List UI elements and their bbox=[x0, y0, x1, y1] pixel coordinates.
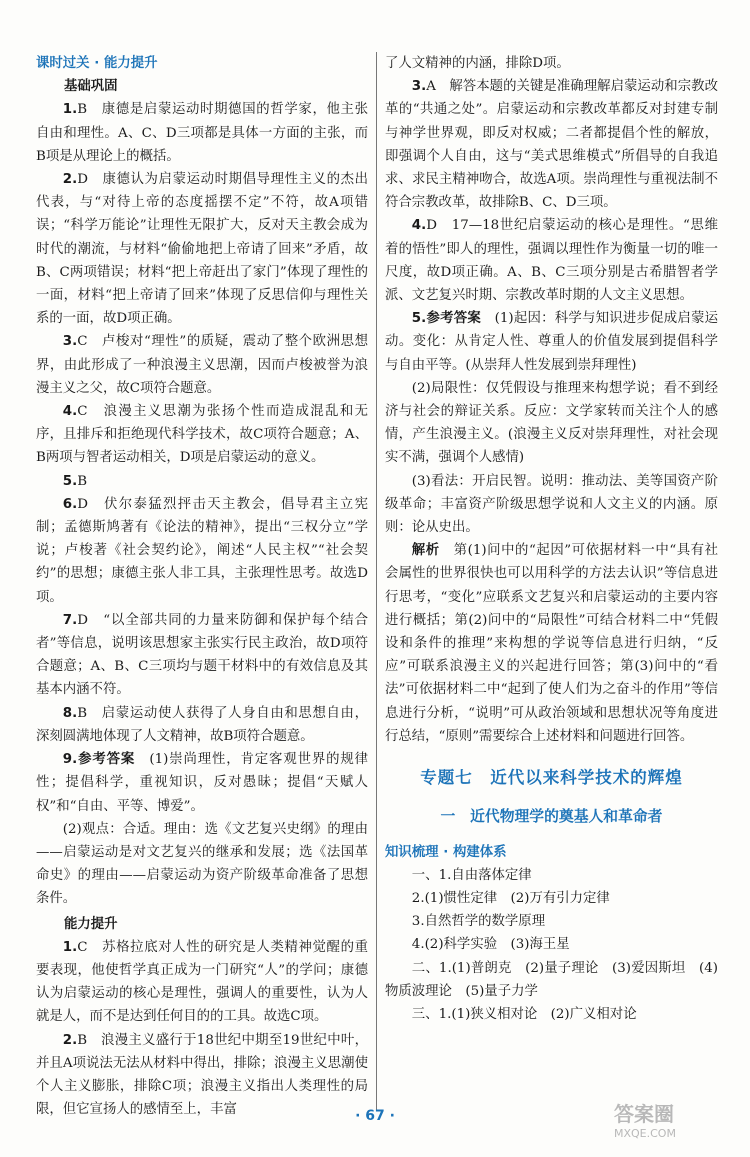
q-number: 9. bbox=[62, 752, 78, 768]
answer-text: C 苏格拉底对人性的研究是人类精神觉醒的重要表现，他使哲学真正成为一门研究“人”的学问；康德认为启蒙运动的核心是理性，强调人的重要性，认为人就是人，而不是达到任何目的的工具。故选C项。 bbox=[36, 939, 368, 1025]
answer-a4 bbox=[385, 214, 718, 307]
analysis-text: 第(1)问中的“起因”可依据材料一中“具有社会属性的世界很快也可以用科学的方法去认识”等信息进行思考，“变化”应联系文艺复兴和启蒙运动的主要内容进行概括；第(2)问中的“局限性”可结合材料二中“凭假设和条件的推理”来构想的学说等信息进行归纳，“反应”可联系浪漫主义的兴起进行回答；第(3)问中的“看法”可依据材料二中“起到了使人们为之奋斗的作用”等信息进行分析，“说明”可从政治领域和思想状况等角度进行总结，“原则”需要综合上述材料和问题进行回答。 bbox=[385, 543, 719, 744]
q-number: 2. bbox=[62, 1032, 78, 1048]
answer-a1 bbox=[36, 936, 368, 1029]
watermark-cn: 答案圈 bbox=[614, 1102, 674, 1126]
analysis-label: 解析 bbox=[411, 542, 440, 559]
page-number: · 67 · bbox=[355, 1108, 395, 1124]
answer-q2 bbox=[36, 168, 368, 330]
watermark-en: MXQE.COM bbox=[614, 1127, 676, 1140]
left-column bbox=[36, 52, 368, 1121]
knowledge-item: 3.自然哲学的数学原理 bbox=[411, 914, 546, 930]
right-column bbox=[385, 52, 718, 1026]
q-number: 8. bbox=[62, 705, 78, 721]
answer-a5 bbox=[385, 307, 718, 377]
answer-a5-part2: (2)局限性：仅凭假设与推理来构想学说；看不到经济与社会的辩证关系。反应：文学家转而关注个人的感情，产生浪漫主义。(浪漫主义反对崇拜理性，对社会现实不满，强调个人感情) bbox=[385, 380, 718, 466]
answer-text: C 卢梭对“理性”的质疑，震动了整个欧洲思想界，由此形成了一种浪漫主义思潮，因而卢梭被誉为浪漫主义之父，故C项符合题意。 bbox=[36, 334, 368, 396]
answer-text: B bbox=[77, 473, 88, 489]
q-number: 2. bbox=[62, 172, 78, 188]
answer-q6 bbox=[36, 493, 368, 609]
answer-text: B 启蒙运动使人获得了人身自由和思想自由，深刻圆满地体现了人文精神，故B项符合题意。 bbox=[36, 705, 368, 744]
q-number: 4. bbox=[62, 404, 78, 420]
answer-q5 bbox=[36, 470, 368, 493]
answer-q4 bbox=[36, 400, 368, 470]
answer-q7 bbox=[36, 609, 368, 702]
answer-q8 bbox=[36, 702, 368, 748]
reference-answer-label: 参考答案 bbox=[77, 751, 136, 768]
answer-text: D “以全部共同的力量来防御和保护每个结合者”等信息，说明该思想家主张实行民主政治，故D项符合题意；A、B、C三项均与题干材料中的有效信息及其基本内涵不符。 bbox=[36, 612, 368, 698]
knowledge-heading: 知识梳理 · 构建体系 bbox=[385, 844, 507, 860]
knowledge-item: 一、1.自由落体定律 bbox=[411, 867, 532, 883]
answer-text: A 解答本题的关键是准确理解启蒙运动和宗教改革的“共通之处”。启蒙运动和宗教改革都反对封建专制与神学世界观，即反对权威；二者都提倡个性的解放，即强调个人自由，这与“美式思维模式”所倡导的自我追求、求民主精神吻合，故选A项。崇尚理性与重视法制不符合宗教改革，故排除B、C、D三项。 bbox=[385, 79, 718, 211]
knowledge-item: 2.(1)惯性定律 (2)万有引力定律 bbox=[411, 890, 610, 906]
column-divider bbox=[376, 52, 377, 1110]
continued-text: 了人文精神的内涵，排除D项。 bbox=[385, 56, 570, 71]
answer-q9-part2: (2)观点：合适。理由：选《文艺复兴史纲》的理由——启蒙运动是对文艺复兴的继承和发展；选《法国革命史》的理由——启蒙运动为资产阶级革命准备了思想条件。 bbox=[36, 821, 368, 907]
q-number: 5. bbox=[62, 473, 78, 489]
q-number: 3. bbox=[62, 334, 78, 350]
q-number: 1. bbox=[62, 939, 78, 955]
q-number: 7. bbox=[62, 612, 78, 628]
answer-q1 bbox=[36, 98, 368, 168]
watermark bbox=[614, 1098, 676, 1140]
topic-title: 专题七 近代以来科学技术的辉煌 bbox=[420, 768, 683, 788]
reference-answer-label: 参考答案 bbox=[426, 310, 481, 327]
answer-text: D 伏尔泰猛烈抨击天主教会，倡导君主立宪制；孟德斯鸠著有《论法的精神》，提出“三权分立”学说；卢梭著《社会契约论》，阐述“人民主权”“社会契约”的思想；康德主张人非工具，主张理性思考。故选D项。 bbox=[36, 496, 368, 605]
chapter-title: 一 近代物理学的奠基人和革命者 bbox=[440, 808, 663, 826]
section-heading: 课时过关 · 能力提升 bbox=[36, 56, 158, 71]
answer-q9 bbox=[36, 748, 368, 818]
answer-text: (1)起因：科学与知识进步促成启蒙运动。变化：从肯定人性、尊重人的价值发展到提倡科学与自由平等。(从崇拜人性发展到崇拜理性) bbox=[385, 311, 719, 373]
answer-text: B 康德是启蒙运动时期德国的哲学家，他主张自由和理性。A、C、D三项都是具体一方面的主张，而B项是从理论上的概括。 bbox=[36, 102, 368, 164]
q-number: 1. bbox=[62, 102, 78, 118]
basic-heading: 基础巩固 bbox=[64, 79, 118, 95]
q-number: 3. bbox=[411, 79, 427, 95]
knowledge-item: 二、1.(1)普朗克 (2)量子理论 (3)爱因斯坦 (4)物质波理论 (5)量子力学 bbox=[385, 960, 718, 999]
q-number: 4. bbox=[411, 218, 427, 234]
answer-a5-part3: (3)看法：开启民智。说明：推动法、美等国资产阶级革命；丰富资产阶级思想学说和人文主义的内涵。原则：论从史出。 bbox=[385, 473, 718, 536]
knowledge-item: 三、1.(1)狭义相对论 (2)广义相对论 bbox=[411, 1006, 637, 1022]
answer-text: C 浪漫主义思潮为张扬个性而造成混乱和无序，且排斥和拒绝现代科学技术，故C项符合题意；A、B两项与智者运动相关，D项是启蒙运动的意义。 bbox=[36, 404, 368, 466]
knowledge-item: 4.(2)科学实验 (3)海王星 bbox=[411, 937, 570, 953]
answer-text: (1)崇尚理性，肯定客观世界的规律性；提倡科学，重视知识，反对愚昧；提倡“天赋人权”和“自由、平等、博爱”。 bbox=[36, 752, 369, 814]
answer-text: B 浪漫主义盛行于18世纪中期至19世纪中叶，并且A项说法无法从材料中得出，排除；浪漫主义思潮使个人主义膨胀，排除C项；浪漫主义指出人类理性的局限，但它宣扬人的感情至上，丰富 bbox=[36, 1032, 368, 1118]
ability-heading: 能力提升 bbox=[64, 916, 118, 932]
analysis bbox=[385, 539, 718, 748]
q-number: 5. bbox=[411, 311, 427, 327]
q-number: 6. bbox=[62, 496, 78, 512]
answer-text: D 康德认为启蒙运动时期倡导理性主义的杰出代表，与“对待上帝的态度摇摆不定”不符，故A项错误；“科学万能论”让理性无限扩大，反对天主教会成为时代的潮流，与材料“偷偷地把上帝请了回来”矛盾，故B、C两项错误；材料“把上帝赶出了家门”体现了理性的一面，材料“把上帝请了回来”体现了反思信仰与理性关系的一面，故D项正确。 bbox=[36, 172, 368, 327]
answer-text: D 17—18世纪启蒙运动的核心是理性。“思维着的悟性”即人的理性，强调以理性作为衡量一切的唯一尺度，故D项正确。A、B、C三项分别是古希腊智者学派、文艺复兴时期、宗教改革时期的人文主义思想。 bbox=[385, 218, 718, 304]
answer-a3 bbox=[385, 75, 718, 214]
answer-q3 bbox=[36, 330, 368, 400]
